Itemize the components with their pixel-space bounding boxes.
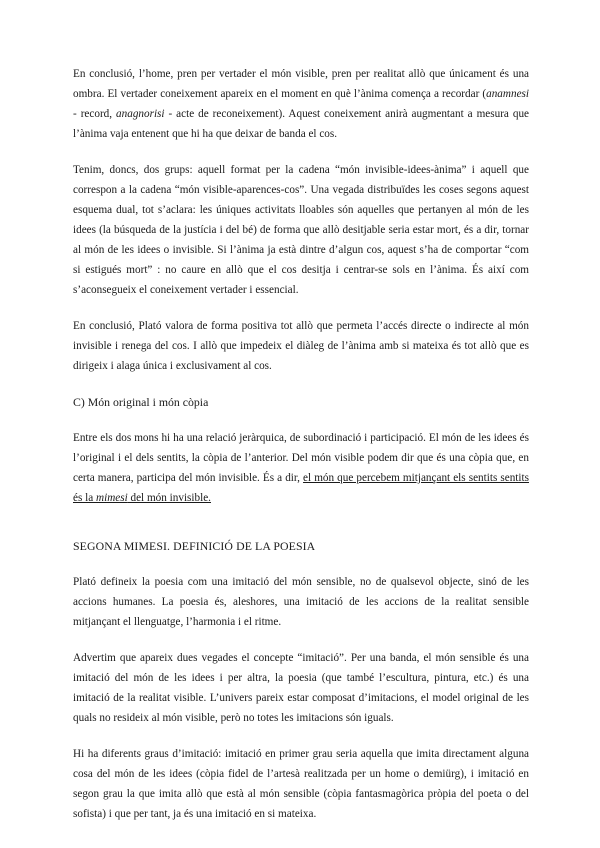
text-run: En conclusió, l’home, pren per vertader el món visible, pren per realitat allò que únicament és una ombra. El vertader coneixement apareix en el moment en què l’ànima comença a recordar ( bbox=[73, 68, 529, 100]
paragraph-imitation-degrees: Hi ha diferents graus d’imitació: imitació en primer grau seria aquella que imita directament alguna cosa del món de les idees (còpia fidel de l’artesà realitzada per un home o demiürg), i imitació en segon grau la que imita allò que està al món sensible (còpia fantasmagòrica pròpia del poeta o del sofista) i que per tant, ja és una imitació en si mateixa. bbox=[73, 748, 529, 820]
paragraph-imitation-concept: Advertim que apareix dues vegades el concepte “imitació”. Per una banda, el món sensible és una imitació del món de les idees i per altra, la poesia (que també l’escultura, pintura, etc.) és una imitació de la realitat visible. L’univers pareix estar composat d’imitacions, el model original de les quals no resideix al món visible, però no totes les imitacions són iguals. bbox=[73, 652, 529, 724]
term-anagnorisi: anagnorisi bbox=[116, 108, 165, 120]
section-title-second-mimesis: SEGONA MIMESI. DEFINICIÓ DE LA POESIA bbox=[73, 539, 316, 553]
text-run: del món invisible. bbox=[127, 492, 211, 504]
term-anamnesi: anamnesi bbox=[486, 88, 529, 100]
paragraph-conclusion-anamnesi bbox=[73, 64, 529, 144]
paragraph-two-worlds bbox=[73, 428, 529, 508]
paragraph-conclusion-plato: En conclusió, Plató valora de forma positiva tot allò que permeta l’accés directe o indirecte al món invisible i renega del cos. I allò que impedeix el diàleg de l’ànima amb si mateixa és tot allò que es dirigeix i alaga única i exclusivament al cos. bbox=[73, 320, 529, 372]
paragraph-two-groups: Tenim, doncs, dos grups: aquell format per la cadena “món invisible-idees-ànima” i aquell que correspon a la cadena “món visible-aparences-cos”. Una vegada distribuïdes les coses segons aquest esquema dual, tot s’aclara: les úniques activitats lloables són aquelles que pertanyen al món de les idees (la búsqueda de la justícia i del bé) de forma que allò desitjable seria estar mort, és a dir, tornar al món de les idees o invisible. Si l’ànima ja està dintre d’algun cos, aquest s’ha de comportar “com si estigués mort” : no caure en allò que el cos desitja i centrar-se sols en l’ànima. És així com s’aconsegueix el coneixement vertader i essencial. bbox=[73, 164, 529, 296]
text-run: Entre els dos mons hi ha una relació jeràrquica, de subordinació i participació. El món de les idees és l’original i el dels sentits, la còpia de l’anterior. Del món visible podem dir que és una còpia que, en certa manera, participa del món invisible. És a dir, bbox=[73, 432, 529, 484]
text-run: el món que percebem mitjançant els sentits sentits és la bbox=[73, 472, 529, 504]
subheading-original-copy: C) Món original i món còpia bbox=[73, 395, 209, 409]
document-page bbox=[73, 64, 529, 840]
paragraph-poetry-definition: Plató defineix la poesia com una imitació del món sensible, no de qualsevol objecte, sinó de les accions humanes. La poesia és, aleshores, una imitació de les accions de la realitat sensible mitjançant el llenguatge, l’harmonia i el ritme. bbox=[73, 576, 529, 628]
text-run: - record, bbox=[73, 108, 117, 120]
text-run: - acte de reconeixement). Aquest coneixement anirà augmentant a mesura que l’ànima vaja entenent que hi ha que deixar de banda el cos. bbox=[73, 108, 529, 140]
term-mimesi: mimesi bbox=[96, 492, 128, 504]
